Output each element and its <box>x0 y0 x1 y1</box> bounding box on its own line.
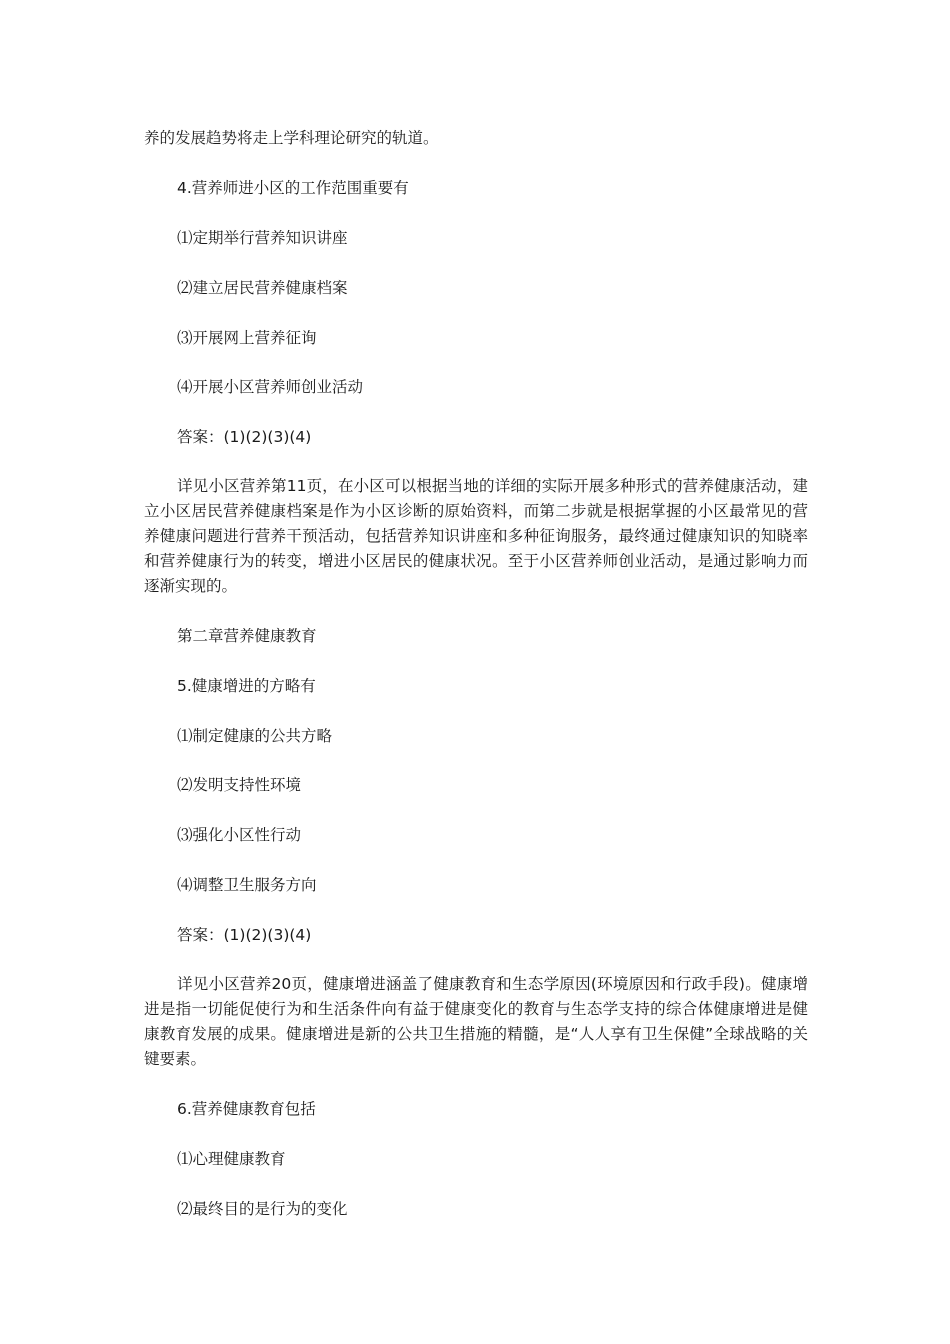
question-6-option-1: ⑴心理健康教育 <box>177 1150 286 1168</box>
question-6-title: 6.营养健康教育包括 <box>177 1100 316 1118</box>
question-4-answer: 答案：(1)(2)(3)(4) <box>177 428 312 446</box>
question-4-option-3: ⑶开展网上营养征询 <box>177 329 317 347</box>
question-5-option-3: ⑶强化小区性行动 <box>177 826 302 844</box>
question-4-title: 4.营养师进小区的工作范围重要有 <box>177 179 409 197</box>
paragraph-continuation: 养的发展趋势将走上学科理论研究的轨道。 <box>144 129 439 147</box>
question-5-title: 5.健康增进的方略有 <box>177 677 316 695</box>
question-4-option-4: ⑷开展小区营养师创业活动 <box>177 378 364 396</box>
chapter-2-heading: 第二章营养健康教育 <box>177 627 317 645</box>
question-6-option-2: ⑵最终目的是行为的变化 <box>177 1200 348 1218</box>
question-4-option-2: ⑵建立居民营养健康档案 <box>177 279 348 297</box>
question-4-explanation: 详见小区营养第11页，在小区可以根据当地的详细的实际开展多种形式的营养健康活动，建立小区居民营养健康档案是作为小区诊断的原始资料，而第二步就是根据掌握的小区最常见的营养健康问题进行营养干预活动，包括营养知识讲座和多种征询服务，最终通过健康知识的知晓率和营养健康行为的转变，增进小区居民的健康状况。至于小区营养师创业活动，是通过影响力而逐渐实现的。 <box>144 477 808 595</box>
question-5-option-4: ⑷调整卫生服务方向 <box>177 876 317 894</box>
question-4-option-1: ⑴定期举行营养知识讲座 <box>177 229 348 247</box>
question-5-option-1: ⑴制定健康的公共方略 <box>177 727 333 745</box>
question-5-answer: 答案：(1)(2)(3)(4) <box>177 926 312 944</box>
question-5-explanation: 详见小区营养20页，健康增进涵盖了健康教育和生态学原因(环境原因和行政手段)。健康增进是指一切能促使行为和生活条件向有益于健康变化的教育与生态学支持的综合体健康增进是健康教育发展的成果。健康增进是新的公共卫生措施的精髓，是“人人享有卫生保健”全球战略的关键要素。 <box>144 975 808 1068</box>
question-5-option-2: ⑵发明支持性环境 <box>177 776 302 794</box>
